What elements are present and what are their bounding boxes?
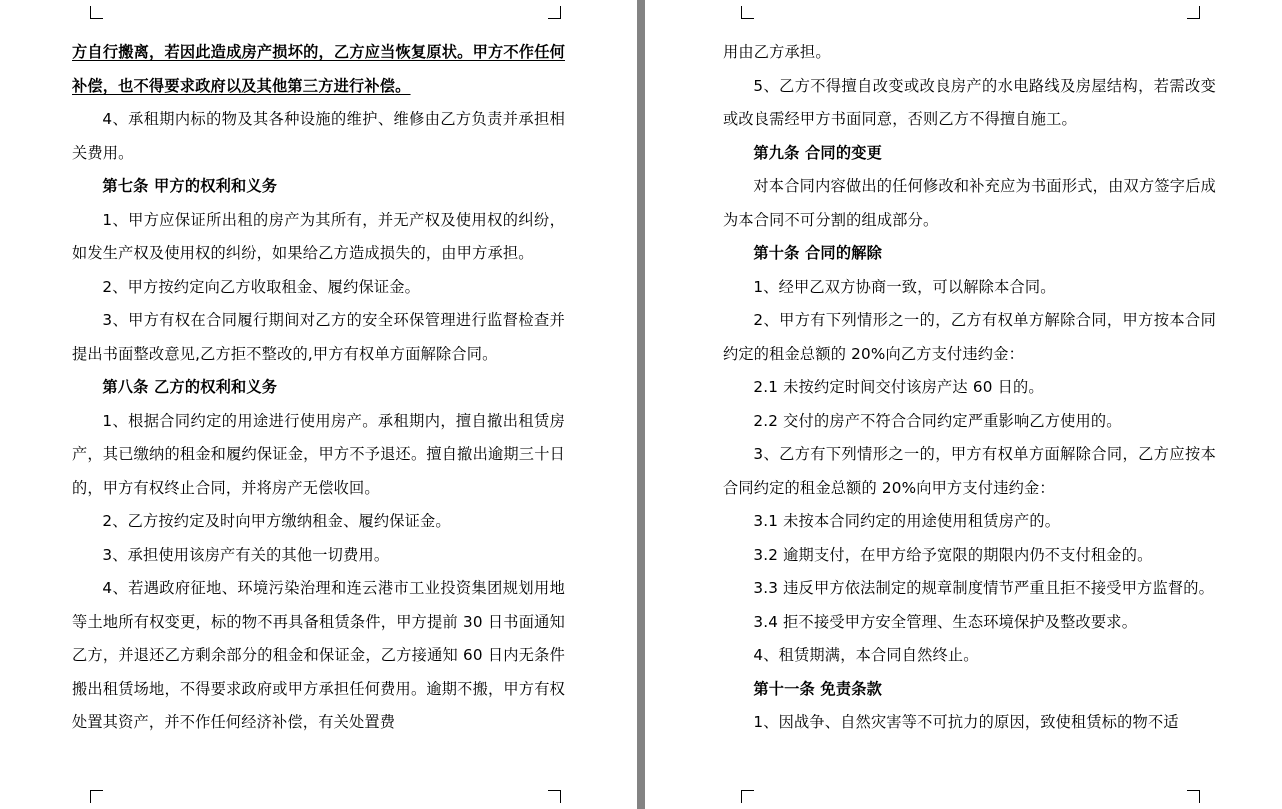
paragraph: 1、经甲乙双方协商一致，可以解除本合同。 [753,277,1056,296]
paragraph: 3.3 违反甲方依法制定的规章制度情节严重且拒不接受甲方监督的。 [753,579,1215,597]
crop-mark-bottom-left-h [741,790,754,791]
crop-mark-bottom-left-v [90,790,91,803]
crop-mark-bottom-left-h [90,790,103,791]
crop-mark-top-right-v [560,6,561,19]
paragraph: 4、承租期内标的物及其各种设施的维护、维修由乙方负责并承担相关费用。 [72,110,565,162]
paragraph: 方自行搬离，若因此造成房产损坏的，乙方应当恢复原状。甲方不作任何补偿，也不得要求政府以及其他第三方进行补偿。 [72,43,565,95]
paragraph: 对本合同内容做出的任何修改和补充应为书面形式，由双方签字后成为本合同不可分割的组成部分。 [723,177,1216,229]
document-page-right [645,0,1282,809]
page-right-body [723,36,1216,740]
paragraph: 2.2 交付的房产不符合合同约定严重影响乙方使用的。 [753,411,1122,430]
crop-mark-top-left-v [741,6,742,19]
paragraph: 3.1 未按本合同约定的用途使用租赁房产的。 [753,512,1061,530]
paragraph: 1、因战争、自然灾害等不可抗力的原因，致使租赁标的物不适 [753,713,1179,731]
crop-mark-bottom-right-v [1199,790,1200,803]
paragraph: 2、甲方有下列情形之一的，乙方有权单方解除合同，甲方按本合同约定的租金总额的 20%向乙方支付违约金： [723,311,1216,363]
section-heading: 第十一条 免责条款 [753,679,882,698]
crop-mark-bottom-right-v [560,790,561,803]
document-page-left [0,0,637,809]
paragraph: 3.4 拒不接受甲方安全管理、生态环境保护及整改要求。 [753,612,1138,631]
section-heading: 第七条 甲方的权利和义务 [102,177,278,195]
paragraph: 用由乙方承担。 [723,43,831,61]
paragraph: 3.2 逾期支付，在甲方给予宽限的期限内仍不支付租金的。 [753,545,1153,564]
paragraph: 2、乙方按约定及时向甲方缴纳租金、履约保证金。 [102,512,451,530]
paragraph: 3、承担使用该房产有关的其他一切费用。 [102,545,390,564]
paragraph: 1、根据合同约定的用途进行使用房产。承租期内，擅自撤出租赁房产，其已缴纳的租金和履约保证金，甲方不予退还。擅自撤出逾期三十日的，甲方有权终止合同，并将房产无偿收回。 [72,411,565,497]
paragraph: 3、甲方有权在合同履行期间对乙方的安全环保管理进行监督检查并提出书面整改意见,乙方拒不整改的,甲方有权单方面解除合同。 [72,311,565,363]
crop-mark-top-left-v [90,6,91,19]
crop-mark-top-right-v [1199,6,1200,19]
section-heading: 第十条 合同的解除 [753,244,882,262]
section-heading: 第九条 合同的变更 [753,143,882,162]
paragraph: 2.1 未按约定时间交付该房产达 60 日的。 [753,378,1044,396]
page-gutter [637,0,645,809]
section-heading: 第八条 乙方的权利和义务 [102,378,278,396]
paragraph: 2、甲方按约定向乙方收取租金、履约保证金。 [102,277,421,296]
crop-mark-bottom-left-v [741,790,742,803]
page-left-body [72,36,565,740]
paragraph: 3、乙方有下列情形之一的，甲方有权单方面解除合同，乙方应按本合同约定的租金总额的 20%向甲方支付违约金： [723,445,1216,497]
paragraph: 1、甲方应保证所出租的房产为其所有，并无产权及使用权的纠纷，如发生产权及使用权的纠纷，如果给乙方造成损失的，由甲方承担。 [72,210,565,262]
paragraph: 4、若遇政府征地、环境污染治理和连云港市工业投资集团规划用地等土地所有权变更，标的物不再具备租赁条件，甲方提前 30 日书面通知乙方，并退还乙方剩余部分的租金和保证金，乙方接通知 60 日内无条件搬出租赁场地，不得要求政府或甲方承担任何费用。逾期不搬，甲方有权处置其资产，并不作任何经济补偿，有关处置费 [72,579,565,731]
crop-mark-top-left-h [741,18,754,19]
paragraph: 4、租赁期满，本合同自然终止。 [753,646,979,664]
paragraph: 5、乙方不得擅自改变或改良房产的水电路线及房屋结构，若需改变或改良需经甲方书面同意，否则乙方不得擅自施工。 [723,76,1216,128]
crop-mark-top-left-h [90,18,103,19]
